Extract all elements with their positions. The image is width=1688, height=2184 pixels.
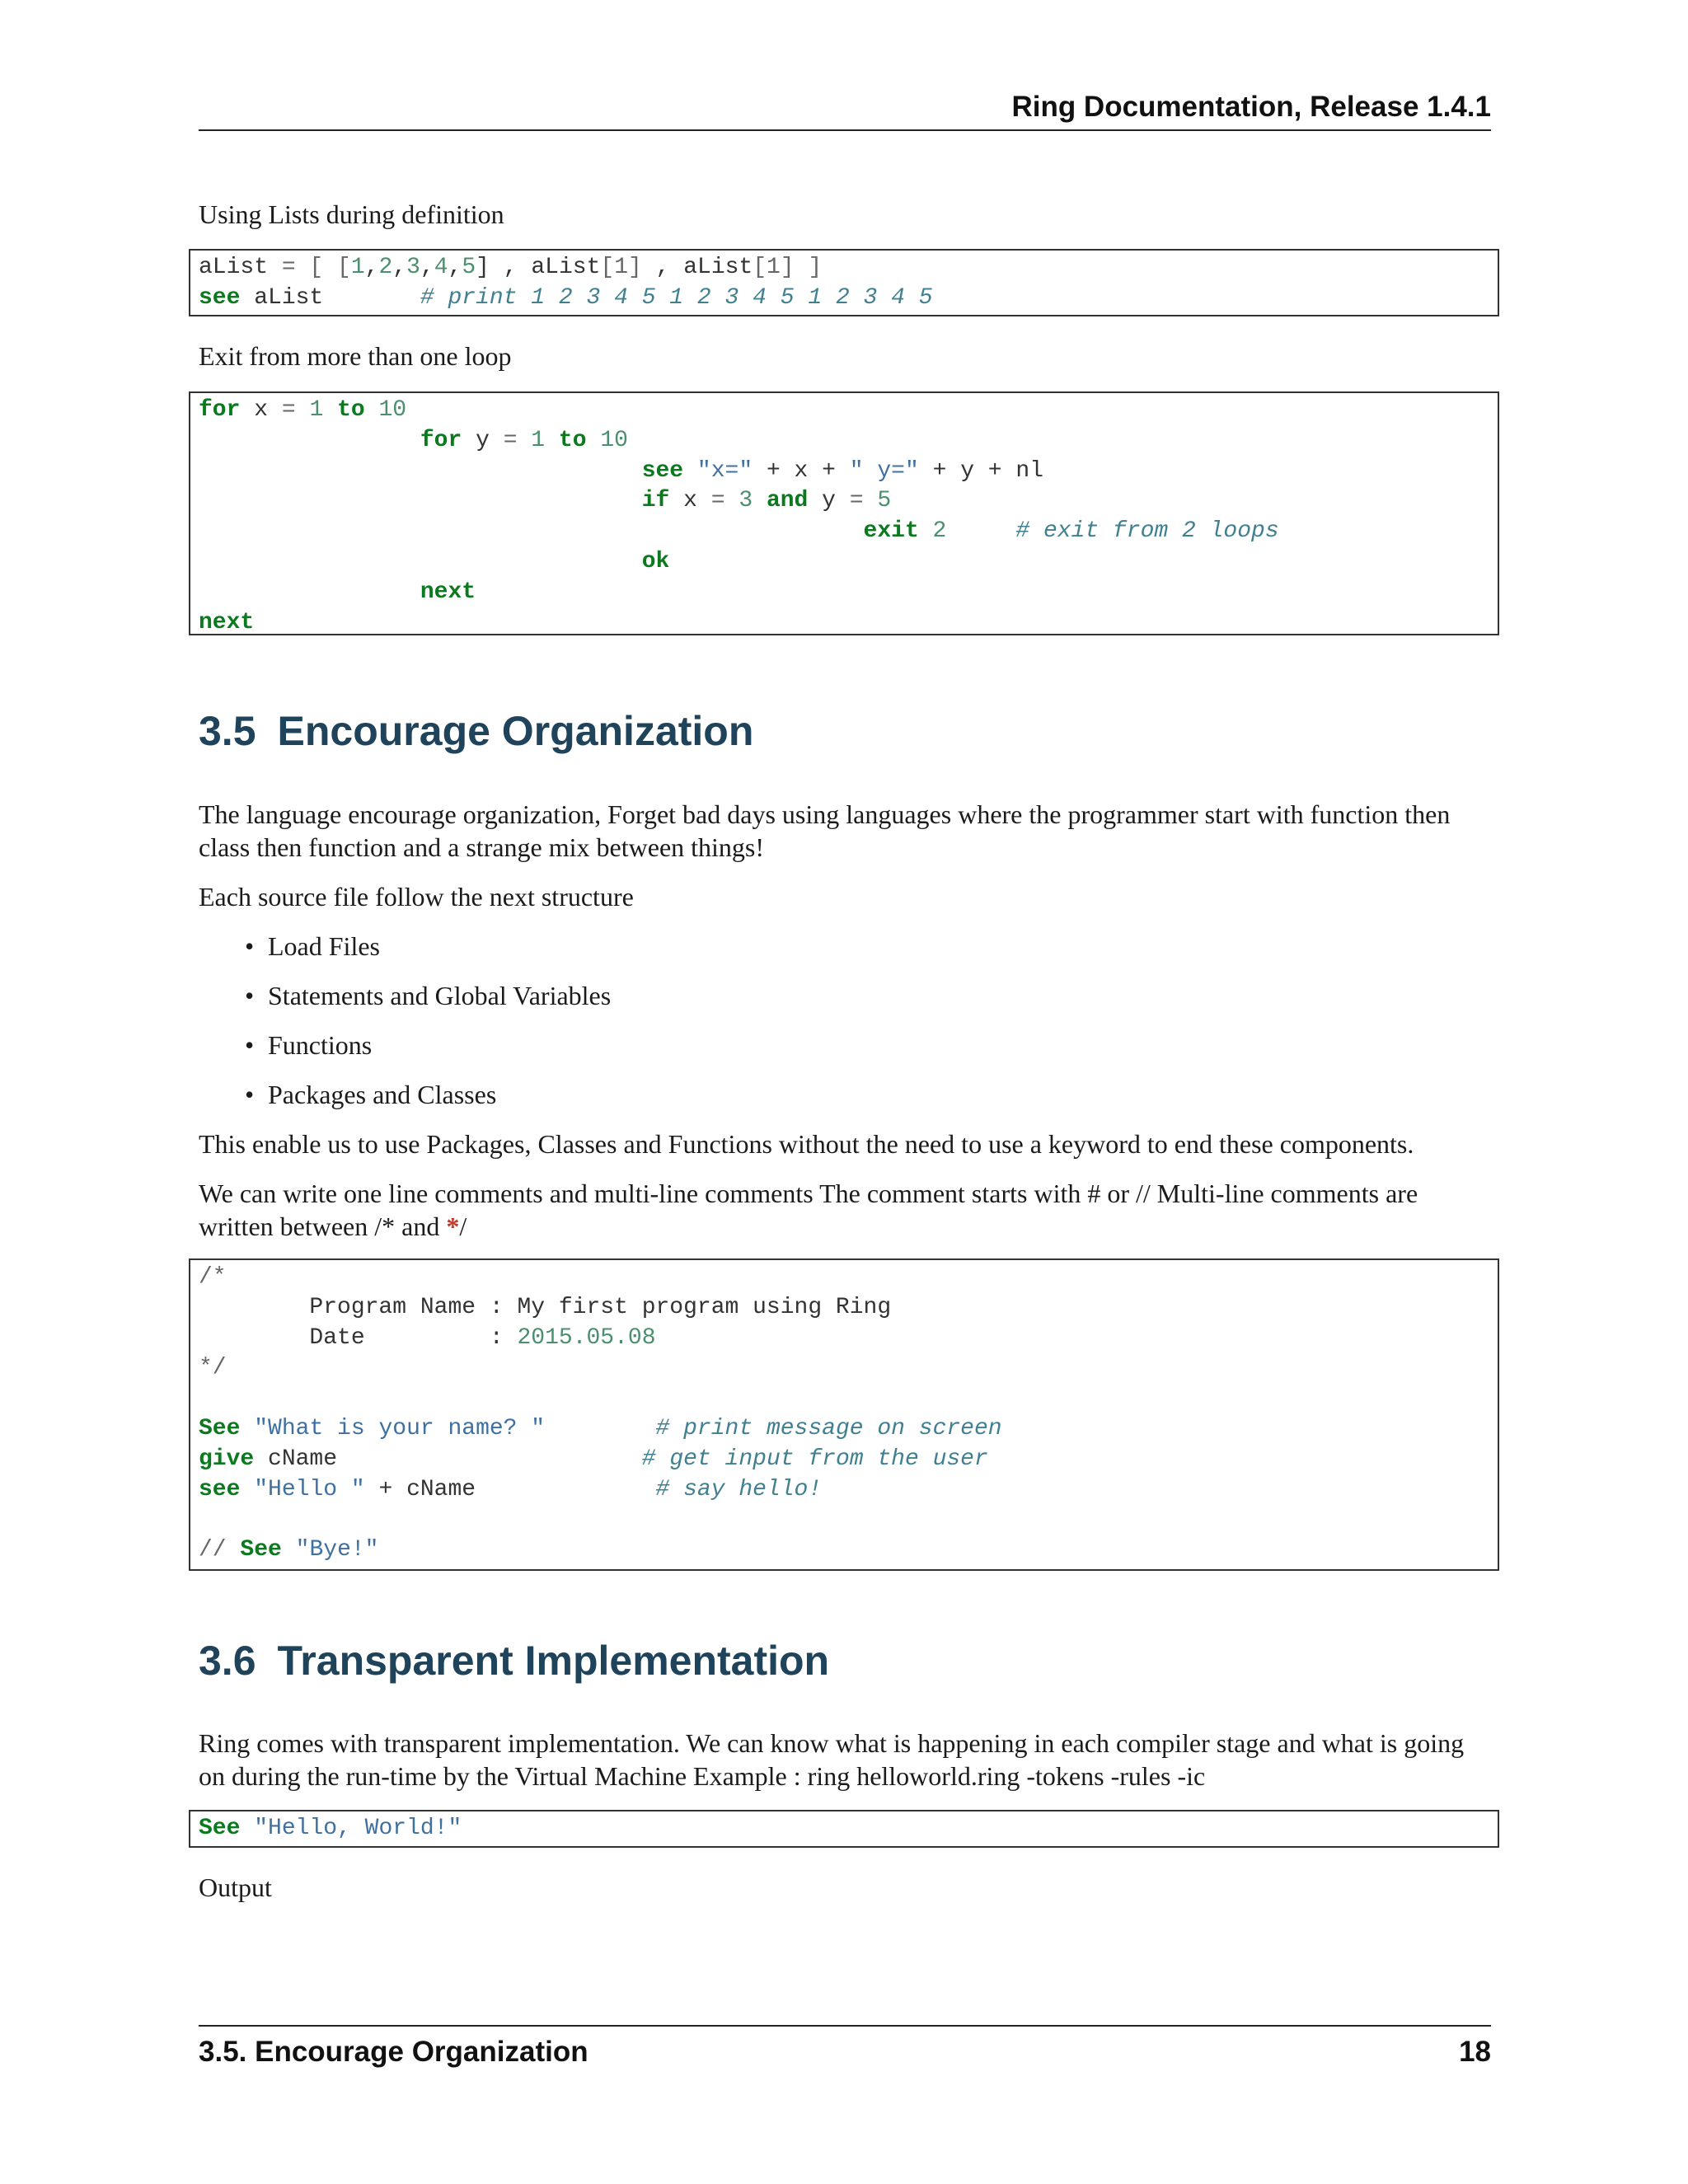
code-line: */ <box>199 1355 227 1381</box>
code-block-loop <box>189 391 1499 635</box>
code-line: if x = 3 and y = 5 <box>641 488 892 514</box>
paragraph: Ring comes with transparent implementation. We can know what is happening in each compiler stage and what is going on during the run-time by the Virtual Machine Example : ring helloworld.ring -tokens -rules -ic <box>199 1728 1465 1791</box>
list-item: • Functions <box>245 1030 373 1060</box>
code-line: see "x=" + x + " y=" + y + nl <box>641 457 1044 484</box>
code-line: see aList # print 1 2 3 4 5 1 2 3 4 5 1 2 3 4 5 <box>199 284 933 311</box>
code-line <box>199 1505 1489 1535</box>
code-line: next <box>199 609 255 635</box>
code-line: aList = [ [1,2,3,4,5] , aList[1] , aList[1] ] <box>199 255 823 280</box>
section-number: 3.6 <box>199 1638 256 1684</box>
code-line: ok <box>641 548 670 574</box>
code-line <box>199 1384 1489 1414</box>
list-item: • Load Files <box>245 931 380 961</box>
section-heading-3-6 <box>199 1637 829 1685</box>
code-line: // See "Bye!" <box>199 1537 379 1563</box>
section-heading-3-5 <box>199 707 753 755</box>
exit-label: Exit from more than one loop <box>199 341 512 371</box>
code-line: exit 2 # exit from 2 loops <box>863 518 1279 545</box>
section-title: Encourage Organization <box>277 708 754 754</box>
lists-label: Using Lists during definition <box>199 199 504 229</box>
bullet-icon: • <box>245 1080 255 1109</box>
footer-rule <box>199 2025 1491 2027</box>
code-line: See "What is your name? " # print message on screen <box>199 1415 1002 1441</box>
page-number: 18 <box>1459 2036 1491 2068</box>
list-item: • Statements and Global Variables <box>245 981 612 1010</box>
code-line: see "Hello " + cName # say hello! <box>199 1476 823 1502</box>
code-line: /* <box>199 1264 227 1290</box>
structure-list <box>199 930 611 1127</box>
code-line: for x = 1 to 10 <box>199 397 407 423</box>
code-line: next <box>420 579 476 605</box>
code-line: Program Name : My first program using Ring <box>199 1294 892 1320</box>
bullet-icon: • <box>245 1030 255 1060</box>
section-number: 3.5 <box>199 708 256 754</box>
page-footer <box>199 2036 1491 2069</box>
code-line: give cName # get input from the user <box>199 1446 988 1472</box>
header-rule <box>199 129 1491 131</box>
code-block-hello <box>189 1810 1499 1848</box>
output-label: Output <box>199 1872 272 1902</box>
page-header: Ring Documentation, Release 1.4.1 <box>1011 91 1491 123</box>
section-title: Transparent Implementation <box>277 1638 830 1684</box>
bullet-icon: • <box>245 931 255 961</box>
paragraph: We can write one line comments and multi-line comments The comment starts with # or // Multi-line comments are written between /* and */ <box>199 1179 1418 1241</box>
footer-section: 3.5. Encourage Organization <box>199 2036 588 2068</box>
code-line: Date : 2015.05.08 <box>199 1324 656 1351</box>
bullet-icon: • <box>245 981 255 1010</box>
list-item: • Packages and Classes <box>245 1080 497 1109</box>
code-line: for y = 1 to 10 <box>420 427 628 453</box>
paragraph: This enable us to use Packages, Classes and Functions without the need to use a keyword to end these components. <box>199 1129 1414 1159</box>
paragraph: The language encourage organization, Forget bad days using languages where the programmer start with function then class then function and a strange mix between things! <box>199 799 1451 862</box>
code-block-lists <box>189 249 1499 316</box>
paragraph: Each source file follow the next structure <box>199 882 634 912</box>
code-block-comments <box>189 1258 1499 1571</box>
code-line: See "Hello, World!" <box>199 1816 462 1841</box>
